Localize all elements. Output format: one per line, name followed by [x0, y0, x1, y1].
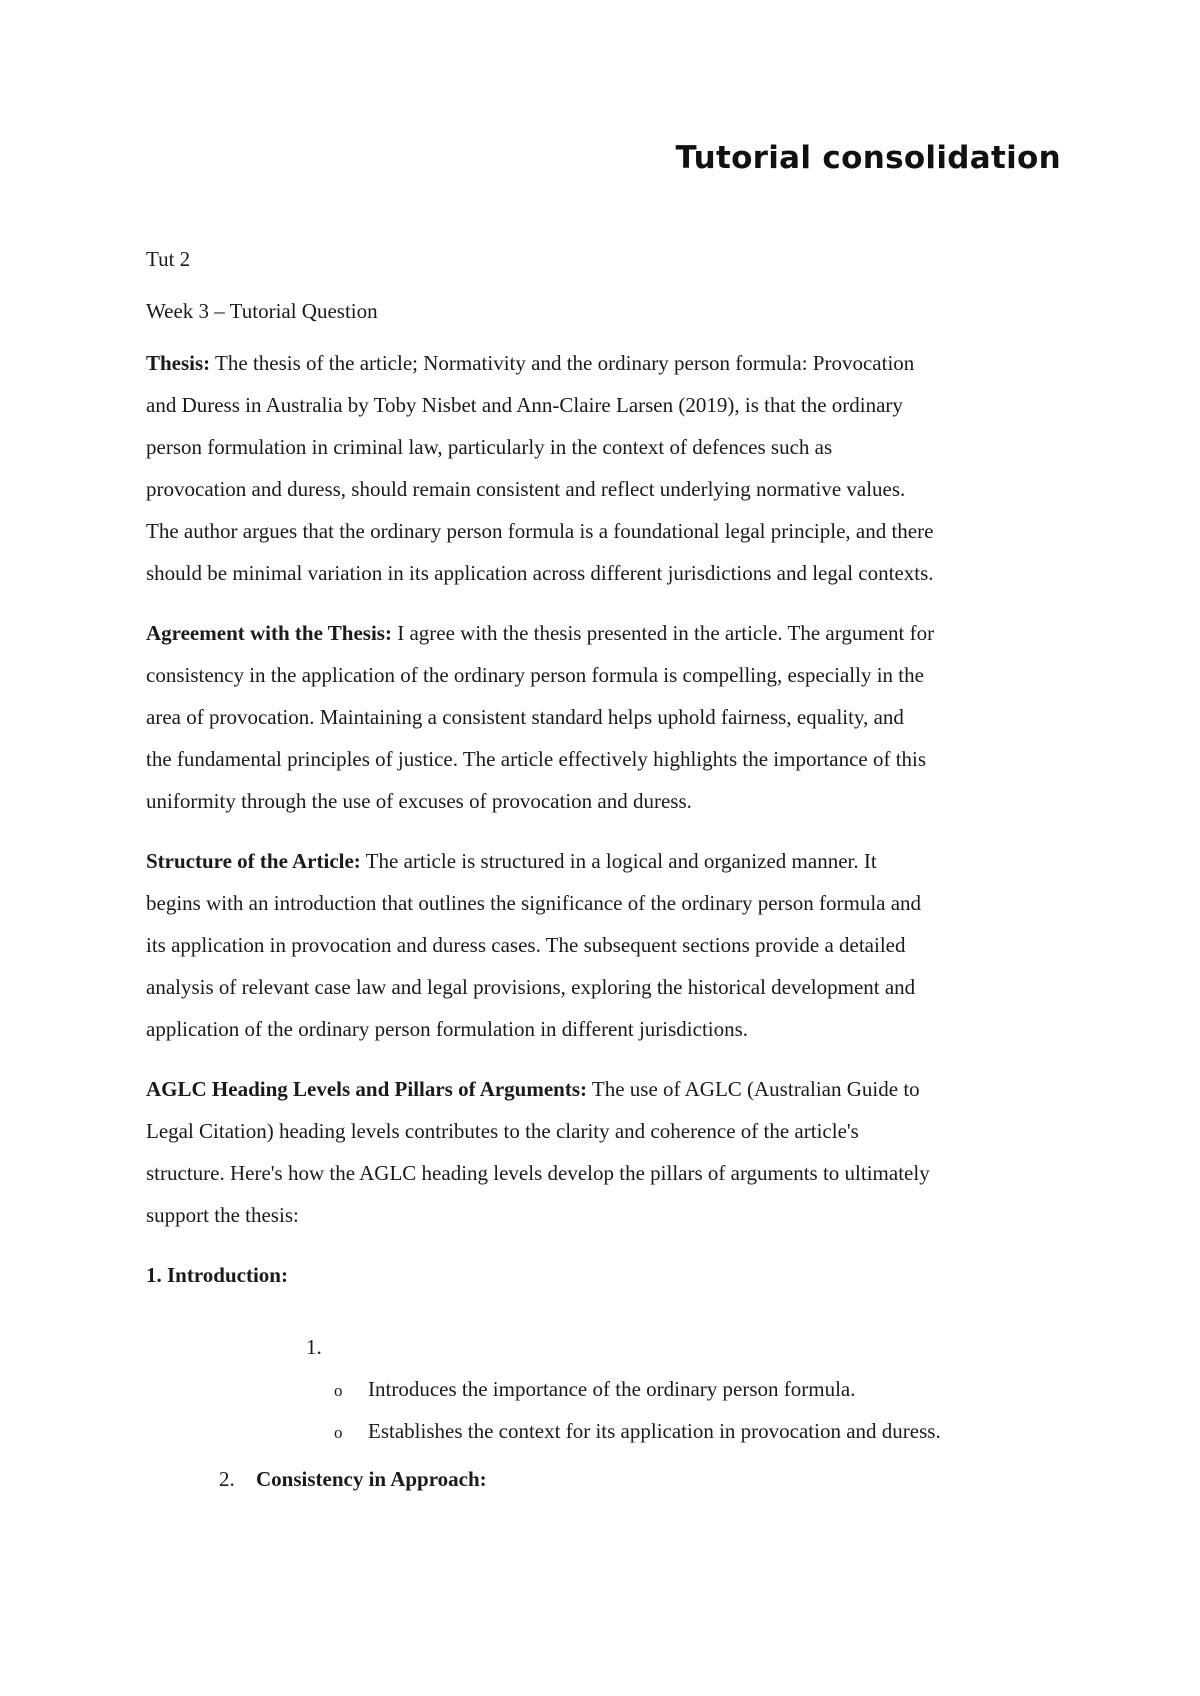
thesis-line: The author argues that the ordinary person formula is a foundational legal principle, and there	[146, 519, 934, 543]
bullet-icon: o	[334, 1381, 343, 1400]
document-title: Tutorial consolidation	[675, 140, 1061, 176]
agreement-line: the fundamental principles of justice. The article effectively highlights the importance of this	[146, 747, 927, 771]
document-body	[146, 238, 1066, 1500]
list-number: 1.	[306, 1335, 322, 1359]
thesis-line: person formulation in criminal law, particularly in the context of defences such as	[146, 435, 833, 459]
aglc-line: Legal Citation) heading levels contributes to the clarity and coherence of the article's	[146, 1119, 859, 1143]
tut-label: Tut 2	[146, 247, 191, 271]
agreement-line: area of provocation. Maintaining a consistent standard helps uphold fairness, equality, and	[146, 705, 904, 729]
structure-paragraph	[146, 840, 1066, 1050]
aglc-line: structure. Here's how the AGLC heading levels develop the pillars of arguments to ultimately	[146, 1161, 930, 1185]
consistency-heading: Consistency in Approach:	[256, 1467, 487, 1491]
aglc-line: The use of AGLC (Australian Guide to	[587, 1077, 920, 1101]
agreement-line: consistency in the application of the ordinary person formula is compelling, especially in the	[146, 663, 924, 687]
aglc-paragraph	[146, 1068, 1066, 1236]
agreement-line: uniformity through the use of excuses of provocation and duress.	[146, 789, 692, 813]
agreement-line: I agree with the thesis presented in the article. The argument for	[391, 621, 935, 645]
bullet-text: Establishes the context for its application in provocation and duress.	[368, 1419, 941, 1443]
thesis-line: should be minimal variation in its application across different jurisdictions and legal contexts.	[146, 561, 934, 585]
thesis-line: and Duress in Australia by Toby Nisbet and Ann-Claire Larsen (2019), is that the ordinary	[146, 393, 903, 417]
thesis-paragraph	[146, 342, 1066, 594]
list-item	[146, 1326, 1066, 1368]
list-item	[146, 1458, 1066, 1500]
aglc-label: AGLC Heading Levels and Pillars of Arguments:	[146, 1077, 588, 1101]
bullet-icon: o	[334, 1423, 343, 1442]
introduction-heading: 1. Introduction:	[146, 1263, 288, 1287]
structure-label: Structure of the Article:	[146, 849, 361, 873]
thesis-line: The thesis of the article; Normativity and the ordinary person formula: Provocation	[210, 351, 915, 375]
agreement-label: Agreement with the Thesis:	[146, 621, 392, 645]
list-item	[146, 1368, 1066, 1410]
aglc-line: support the thesis:	[146, 1203, 299, 1227]
structure-line: The article is structured in a logical and organized manner. It	[360, 849, 877, 873]
list-item	[146, 1410, 1066, 1452]
structure-line: its application in provocation and duress cases. The subsequent sections provide a detailed	[146, 933, 906, 957]
structure-line: application of the ordinary person formulation in different jurisdictions.	[146, 1017, 749, 1041]
week-label: Week 3 – Tutorial Question	[146, 299, 378, 323]
list-number: 2.	[219, 1467, 235, 1491]
thesis-line: provocation and duress, should remain consistent and reflect underlying normative values.	[146, 477, 906, 501]
structure-line: analysis of relevant case law and legal provisions, exploring the historical development and	[146, 975, 916, 999]
thesis-label: Thesis:	[146, 351, 211, 375]
structure-line: begins with an introduction that outlines the significance of the ordinary person formula and	[146, 891, 922, 915]
agreement-paragraph	[146, 612, 1066, 822]
bullet-text: Introduces the importance of the ordinary person formula.	[368, 1377, 856, 1401]
